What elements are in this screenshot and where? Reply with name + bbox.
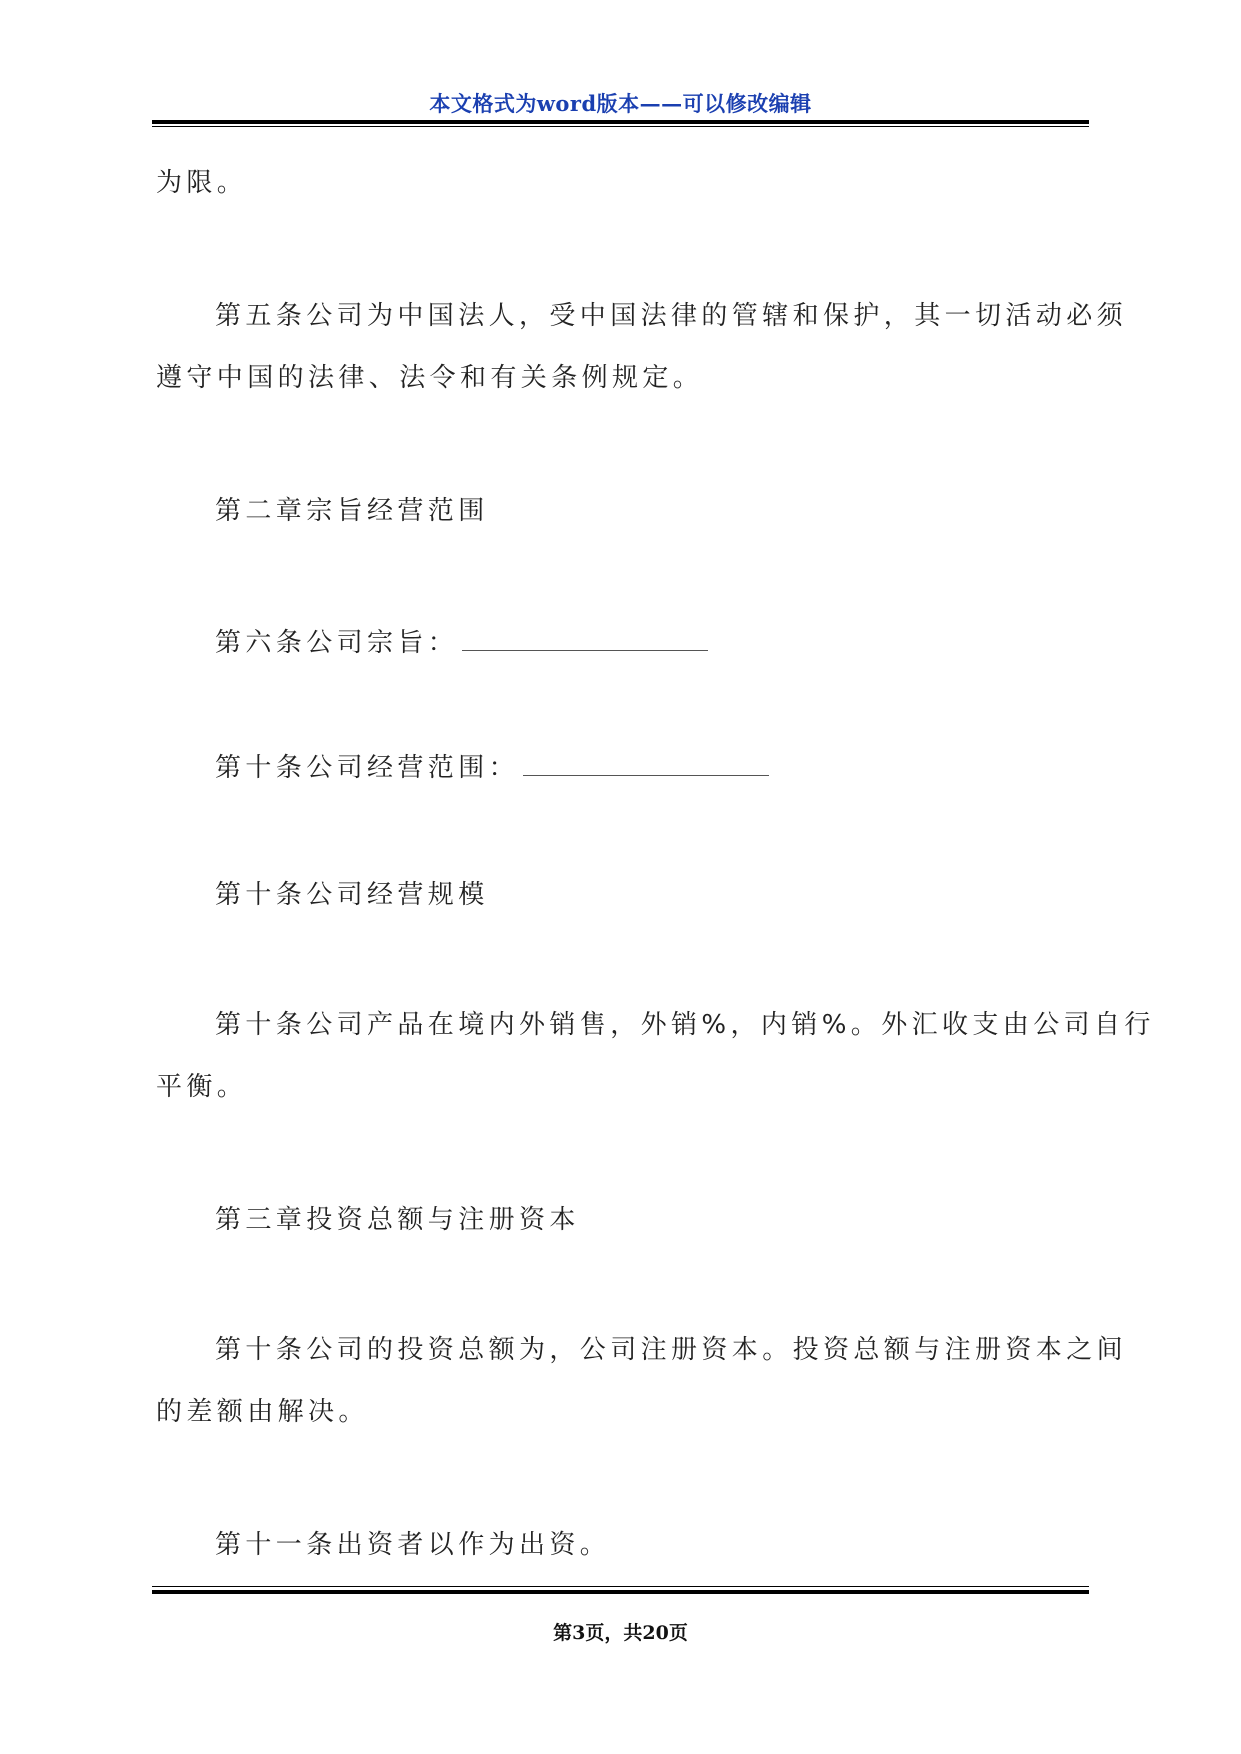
paragraph-sales-line1: 第十条公司产品在境内外销售，外销%，内销%。外汇收支由公司自行 (215, 1010, 1155, 1040)
paragraph-business-scope (156, 737, 1145, 799)
chapter-2-heading: 第二章宗旨经营范围 (215, 496, 489, 526)
chapter-3-heading: 第三章投资总额与注册资本 (215, 1205, 580, 1235)
blank-line-purpose (462, 630, 708, 651)
paragraph-article-6 (156, 612, 1145, 674)
article-6-label: 第六条公司宗旨： (215, 628, 459, 658)
header-title: 本文格式为word版本——可以修改编辑 (429, 91, 812, 116)
header-rule-thin (152, 126, 1089, 127)
paragraph-sales-line2: 平衡。 (156, 1072, 248, 1102)
paragraph-continuation: 为限。 (156, 168, 248, 198)
paragraph-investment-line2: 的差额由解决。 (156, 1397, 369, 1427)
footer-rule-thin (152, 1586, 1089, 1587)
blank-line-scope (523, 755, 769, 776)
paragraph-article-5-line2: 遵守中国的法律、法令和有关条例规定。 (156, 363, 704, 393)
header-rule-thick (152, 120, 1089, 124)
footer-rule-thick (152, 1590, 1089, 1594)
paragraph-investment-line1: 第十条公司的投资总额为，公司注册资本。投资总额与注册资本之间 (215, 1335, 1128, 1365)
paragraph-article-11: 第十一条出资者以作为出资。 (215, 1530, 611, 1560)
paragraph-business-scale: 第十条公司经营规模 (215, 880, 489, 910)
business-scope-label: 第十条公司经营范围： (215, 753, 520, 783)
paragraph-article-5-line1: 第五条公司为中国法人，受中国法律的管辖和保护，其一切活动必须 (215, 301, 1128, 331)
page-number: 第3页，共20页 (553, 1622, 688, 1644)
